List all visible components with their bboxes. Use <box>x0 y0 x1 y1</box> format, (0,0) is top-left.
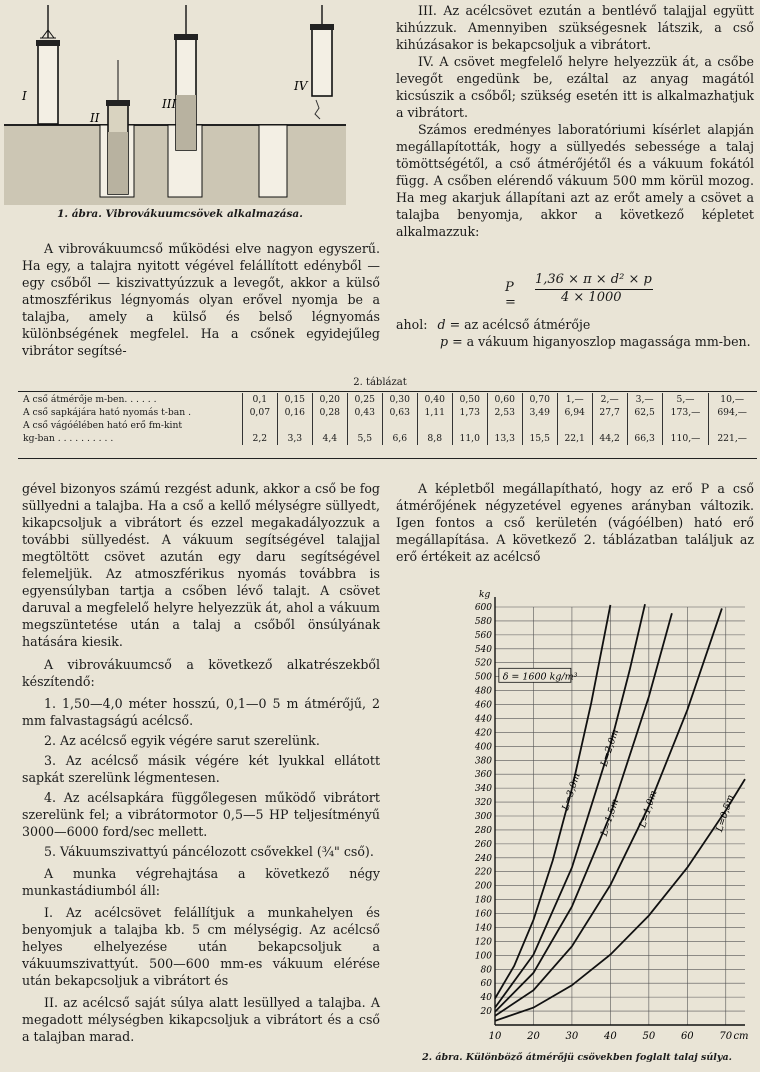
y-tick-label: 360 <box>474 770 492 781</box>
p-definition: = a vákuum higanyoszlop magassága mm-ben. <box>452 334 751 349</box>
table-row <box>20 432 755 445</box>
table-cell: 5,— <box>662 393 709 406</box>
list-item: 3. Az acélcső másik végére két lyukkal ellátott sapkát szerelünk légmentesen. <box>22 753 380 785</box>
stage-item: I. Az acélcsövet felállítjuk a munkahelyen és benyomjuk a talajba kb. 5 cm mélységig. Az acélcső helyes elhelyezése után bekapcsoljuk a vákuumszivattyút. 500—600 mm-es vákuum elérése után bekapcsoljuk a vibrátort és <box>22 905 380 988</box>
paragraph: A vibrovákuumcső a következő alkatrészekből készítendő: <box>22 657 380 689</box>
figure-2-caption: 2. ábra. Különböző átmérőjü csövekben foglalt talaj súlya. <box>422 1052 732 1063</box>
y-tick-label: 380 <box>474 756 492 767</box>
table-cell: 6,94 <box>557 406 592 419</box>
y-tick-label: 140 <box>474 923 492 934</box>
table-cell <box>709 419 755 432</box>
y-tick-label: 540 <box>474 644 492 655</box>
x-tick-label: 70 <box>719 1031 733 1042</box>
y-tick-label: 60 <box>480 979 492 990</box>
table-cell: 0,50 <box>452 393 487 406</box>
table-cell <box>417 419 452 432</box>
table-cell: 0,30 <box>382 393 417 406</box>
y-tick-label: 280 <box>474 825 492 836</box>
table-cell: 8,8 <box>417 432 452 445</box>
y-tick-label: 100 <box>474 951 492 962</box>
y-tick-label: 440 <box>474 714 492 725</box>
table-row <box>20 393 755 406</box>
table-cell: 0,15 <box>277 393 312 406</box>
table-cell: 1,73 <box>452 406 487 419</box>
paragraph: A munka végrehajtása a következő négy munkastádiumból áll: <box>22 866 380 898</box>
y-tick-label: 520 <box>474 658 492 669</box>
y-tick-label: 160 <box>474 909 492 920</box>
stage-item: II. az acélcső saját súlya alatt lesüllyed a talajba. A megadott mélységben kikapcsoljuk a vibrátort és a cső a talajban marad. <box>22 995 380 1044</box>
table-row <box>20 419 755 432</box>
table-cell <box>242 419 277 432</box>
table-cell: 27,7 <box>592 406 627 419</box>
table-cell <box>627 419 662 432</box>
table-cell: 66,3 <box>627 432 662 445</box>
table-cell: 0,43 <box>347 406 382 419</box>
table-bottom-rule <box>18 458 757 459</box>
x-tick-label: 60 <box>680 1031 694 1042</box>
table-cell: 0,63 <box>382 406 417 419</box>
table-cell: 110,— <box>662 432 709 445</box>
series-label: L=0,5m <box>714 793 737 834</box>
table-cell: 0,07 <box>242 406 277 419</box>
p-symbol: p <box>440 334 449 349</box>
y-tick-label: 300 <box>474 812 492 822</box>
left-bottom-column <box>22 480 380 1045</box>
y-tick-label: 500 <box>474 672 492 683</box>
list-item: 2. Az acélcső egyik végére sarut szerelünk. <box>44 733 320 748</box>
table-cell: 3,— <box>627 393 662 406</box>
formula-lhs: P = <box>505 280 516 310</box>
table-cell <box>347 419 382 432</box>
formula-legend <box>396 316 754 350</box>
series-label: L=1,0m <box>637 789 660 830</box>
table-cell: 3,3 <box>277 432 312 445</box>
x-tick-label: 20 <box>527 1031 540 1042</box>
table-cell: 22,1 <box>557 432 592 445</box>
y-tick-label: 220 <box>474 867 492 878</box>
table-cell: 11,0 <box>452 432 487 445</box>
paragraph: gével bizonyos számú rezgést adunk, akkor a cső be fog süllyedni a talajba. Ha a cső a kellő mélységre süllyedt, kikapcsoljuk a vibrátort és ezzel megakadályozzuk a további süllyedést. A vákuum segítségével talajjal megtöltött csövet azután egy daru segítségével felemeljük. Az atmoszférikus nyomás továbbra is egyensúlyban tartja a csőben lévő talajt. A csövet daruval a megfelelő helyre helyezzük át, ahol a vákuum megszüntetése után a talaj a csőből önsúlyának hatására kiesik. <box>22 481 380 649</box>
y-tick-label: 20 <box>480 1007 492 1018</box>
table-cell: 2,2 <box>242 432 277 445</box>
table-cell: 0,16 <box>277 406 312 419</box>
fig1-label-iii: III <box>162 97 177 111</box>
table-2-title: 2. táblázat <box>353 377 407 388</box>
table-cell <box>312 419 347 432</box>
table-cell: 173,— <box>662 406 709 419</box>
right-top-column <box>396 2 754 240</box>
tube-i <box>36 5 60 124</box>
figure-1 <box>4 0 346 205</box>
y-tick-label: 120 <box>474 937 492 948</box>
table-cell: 694,— <box>709 406 755 419</box>
row-label: A cső átmérője m-ben. . . . . . <box>23 394 157 405</box>
formula-numerator: 1,36 × π × d² × p <box>535 272 652 287</box>
y-tick-label: 420 <box>474 728 492 739</box>
table-cell: 1,11 <box>417 406 452 419</box>
table-cell: 6,6 <box>382 432 417 445</box>
y-tick-label: 460 <box>474 700 492 711</box>
series-line <box>495 779 745 1021</box>
row-label: kg-ban . . . . . . . . . . <box>23 433 114 444</box>
y-tick-label: 340 <box>474 784 492 795</box>
table-cell <box>487 419 522 432</box>
figure-2-chart <box>455 585 755 1050</box>
where-label: ahol: <box>396 317 428 332</box>
left-top-column <box>22 240 380 359</box>
tube-ii <box>100 60 134 197</box>
y-tick-label: 200 <box>474 881 492 892</box>
table-cell <box>592 419 627 432</box>
paragraph: A képletből megállapítható, hogy az erő P a cső átmérőjének négyzetével egyenes arányban változik. Igen fontos a cső kerületén (vágóélben) ható erő megállapítása. A következő 2. táblázatban találjuk az erő értékeit az acélcső <box>396 481 754 564</box>
table-cell: 1,— <box>557 393 592 406</box>
paragraph: IV. A csövet megfelelő helyre helyezzük át, a csőbe levegőt engedünk be, ezáltal az anyag magától kicsúszik a csőből; szükség esetén itt is alkalmazhatjuk a vibrátort. <box>396 54 754 120</box>
table-cell: 4,4 <box>312 432 347 445</box>
y-tick-label: 80 <box>480 965 492 976</box>
table-cell <box>662 419 709 432</box>
table-cell: 5,5 <box>347 432 382 445</box>
table-cell: 0,40 <box>417 393 452 406</box>
y-tick-label: 40 <box>480 993 492 1004</box>
x-tick-label: 40 <box>604 1031 617 1042</box>
table-cell <box>382 419 417 432</box>
table-cell: 44,2 <box>592 432 627 445</box>
table-cell <box>452 419 487 432</box>
x-tick-label: 50 <box>642 1031 656 1042</box>
table-cell <box>277 419 312 432</box>
table-cell: 62,5 <box>627 406 662 419</box>
table-top-rule <box>18 391 757 392</box>
series-label: L=3,0m <box>560 771 583 812</box>
table-cell: 221,— <box>709 432 755 445</box>
d-symbol: d <box>437 317 446 332</box>
table-cell: 0,20 <box>312 393 347 406</box>
table-cell: 10,— <box>709 393 755 406</box>
x-tick-label: 10 <box>488 1031 502 1042</box>
table-row <box>20 406 755 419</box>
fig1-label-i: I <box>22 89 27 103</box>
x-axis-unit: cm <box>733 1031 749 1042</box>
y-tick-label: 580 <box>474 616 492 627</box>
series-label: L=1,5m <box>598 797 622 838</box>
paragraph: A vibrovákuumcső működési elve nagyon egyszerű. Ha egy, a talajra nyitott végével felállított edényből — egy csőből — kiszivattyúzzuk a levegőt, akkor a külső atmoszférikus légnyomás olyan erővel nyomja be a talajba, amely a külső és belső légnyomás különbségének megfelel. Ha a csőnek egyidejűleg vibrátor segítsé- <box>22 241 380 358</box>
table-cell: 0,25 <box>347 393 382 406</box>
x-tick-label: 30 <box>565 1031 579 1042</box>
right-bottom-column <box>396 480 754 565</box>
table-cell: 2,— <box>592 393 627 406</box>
table-cell: 2,53 <box>487 406 522 419</box>
y-tick-label: 180 <box>474 895 492 906</box>
list-item: 1. 1,50—4,0 méter hosszú, 0,1—0 5 m átmérőjű, 2 mm falvastagságú acélcső. <box>22 696 380 728</box>
table-cell: 0,1 <box>242 393 277 406</box>
fig1-label-ii: II <box>90 111 100 125</box>
table-cell: 0,28 <box>312 406 347 419</box>
table-cell <box>557 419 592 432</box>
figure-1-caption: 1. ábra. Vibrovákuumcsövek alkalmazása. <box>57 208 303 220</box>
paragraph: III. Az acélcsövet ezután a bentlévő talajjal együtt kihúzzuk. Amennyiben szükségesnek látszik, a cső kihúzásakor is bekapcsoljuk a vibrátort. <box>396 3 754 52</box>
table-cell <box>522 419 557 432</box>
y-tick-label: 600 <box>474 603 492 613</box>
y-axis-unit: kg <box>479 590 491 600</box>
formula-denominator: 4 × 1000 <box>561 290 622 305</box>
fig1-label-iv: IV <box>294 79 308 93</box>
list-item: 4. Az acélsapkára függőlegesen működő vibrátort szerelünk fel; a vibrátormotor 0,5—5 HP teljesítményű 3000—6000 ford/sec mellett. <box>22 790 380 839</box>
y-tick-label: 260 <box>474 839 492 850</box>
y-tick-label: 400 <box>474 742 492 753</box>
annotation-density: δ = 1600 kg/m³ <box>502 671 578 683</box>
y-tick-label: 560 <box>474 630 492 641</box>
list-item: 5. Vákuumszivattyú páncélozott csővekkel (¾" cső). <box>44 844 374 859</box>
y-tick-label: 240 <box>474 853 492 864</box>
table-cell: 13,3 <box>487 432 522 445</box>
table-2 <box>20 393 755 445</box>
table-cell: 15,5 <box>522 432 557 445</box>
y-tick-label: 480 <box>474 686 492 697</box>
table-cell: 0,70 <box>522 393 557 406</box>
y-tick-label: 320 <box>474 798 492 809</box>
d-definition: = az acélcső átmérője <box>449 317 591 332</box>
row-label: A cső sapkájára ható nyomás t-ban . <box>23 407 192 418</box>
series-label: L=2,0m <box>598 727 622 768</box>
row-label: A cső vágóélében ható erő fm-kint <box>23 420 183 431</box>
table-cell: 3,49 <box>522 406 557 419</box>
table-cell: 0,60 <box>487 393 522 406</box>
paragraph: Számos eredményes laboratóriumi kísérlet alapján megállapították, hogy a süllyedés sebessége a talaj tömöttségétől, a cső átmérőjétől és a vákuum fokától függ. A csőben elérendő vákuum 500 mm körül mozog. Ha meg akarjuk állapítani azt az erőt amely a csövet a talajba benyomja, akkor a következő képletet alkalmazzuk: <box>396 122 754 239</box>
